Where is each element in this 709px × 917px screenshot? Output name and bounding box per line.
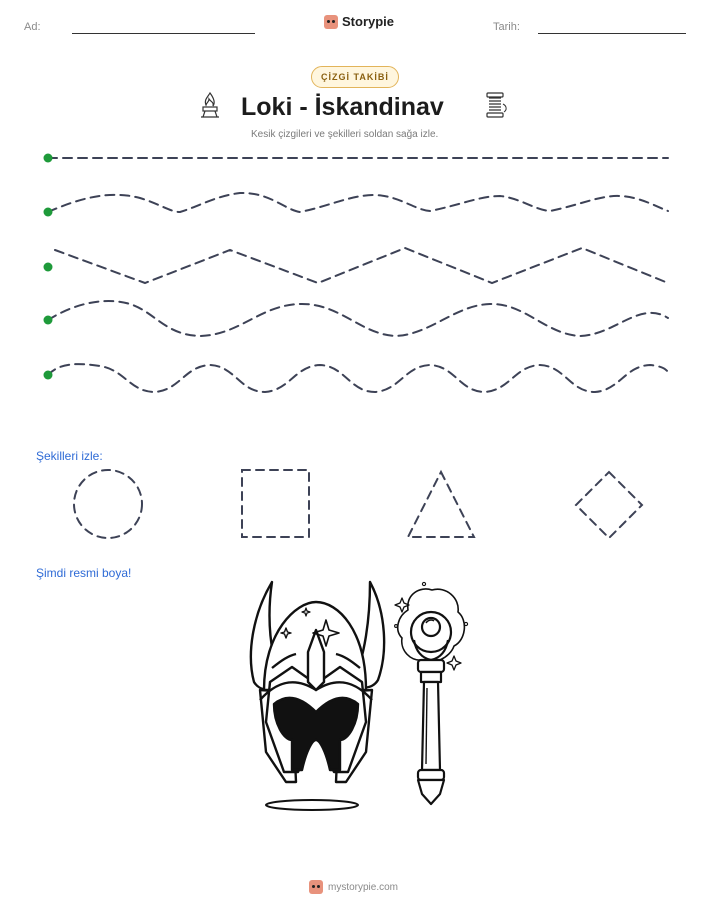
trace-triangle[interactable] — [408, 472, 474, 537]
trace-line-wave-2[interactable] — [48, 301, 668, 336]
magic-scepter-drawing[interactable] — [388, 580, 472, 810]
shapes-area — [0, 460, 709, 550]
start-dot — [44, 208, 53, 217]
trace-square[interactable] — [242, 470, 309, 537]
helmet-shadow — [266, 800, 358, 810]
shapes-heading: Şekilleri izle: — [36, 449, 103, 463]
name-label: Ad: — [24, 21, 41, 33]
trace-line-wave[interactable] — [48, 193, 668, 212]
trace-line-zigzag[interactable] — [55, 248, 668, 283]
start-dot — [44, 371, 53, 380]
start-dot — [44, 316, 53, 325]
trace-circle[interactable] — [74, 470, 142, 538]
activity-badge: ÇİZGİ TAKİBİ — [311, 66, 399, 88]
brand-name: Storypie — [342, 14, 395, 29]
coloring-heading: Şimdi resmi boya! — [36, 566, 132, 580]
start-dot — [44, 263, 53, 272]
footer-url[interactable]: mystorypie.com — [328, 881, 399, 893]
trace-line-wave-rounded[interactable] — [48, 364, 668, 392]
tracing-lines-area — [0, 0, 709, 420]
start-dot — [44, 154, 53, 163]
instructions: Kesik çizgileri ve şekilleri soldan sağa izle. — [251, 129, 439, 140]
storypie-face-icon — [309, 880, 323, 894]
date-label: Tarih: — [493, 21, 520, 33]
worksheet-title: Loki - İskandinav — [241, 93, 444, 121]
trace-diamond[interactable] — [576, 472, 642, 538]
loki-helmet-drawing[interactable] — [236, 572, 386, 820]
footer — [309, 880, 398, 894]
